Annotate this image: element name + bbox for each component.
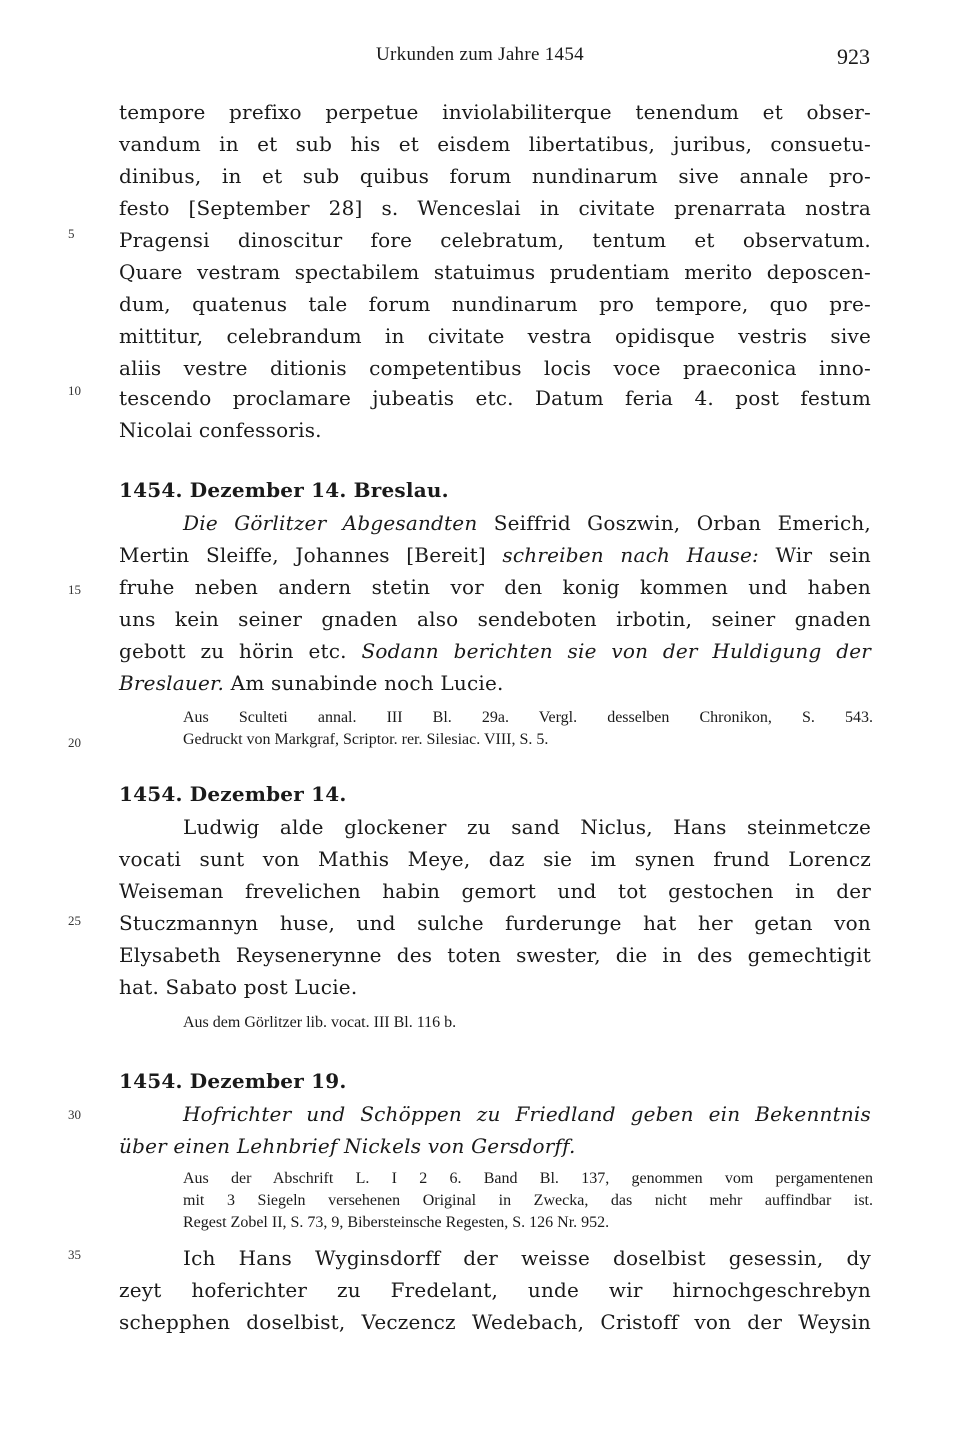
text-line — [119, 543, 871, 567]
entry-heading: 1454. Dezember 14. — [119, 782, 347, 806]
text-line — [183, 511, 871, 535]
line-number-10: 10 — [68, 383, 81, 398]
text-line: vandum in et sub his et eisdem libertatibus, juribus, consuetu- — [119, 132, 871, 156]
text-line: Nicolai confessoris. — [119, 418, 322, 442]
line-number-30: 30 — [68, 1107, 81, 1122]
text-line: dum, quatenus tale forum nundinarum pro tempore, quo pre- — [119, 292, 871, 316]
text-line: Ich Hans Wyginsdorff der weisse doselbist gesessin, dy — [183, 1246, 871, 1270]
line-number-25: 25 — [68, 913, 81, 928]
text-line: festo [September 28] s. Wenceslai in civitate prenarrata nostra — [119, 196, 871, 220]
text-span: gebott zu hörin etc. — [119, 639, 362, 663]
text-span: Wir sein — [758, 543, 871, 567]
source-note: Aus der Abschrift L. I 2 6. Band Bl. 137, genommen vom pergamentenen — [183, 1170, 873, 1187]
text-line: Ludwig alde glockener zu sand Niclus, Hans steinmetcze — [183, 815, 871, 839]
text-line: zeyt hoferichter zu Fredelant, unde wir hirnochgeschrebyn — [119, 1278, 871, 1302]
line-number-5: 5 — [68, 226, 75, 241]
text-line: tempore prefixo perpetue inviolabiliterque tenendum et obser- — [119, 100, 871, 124]
text-span: Am sunabinde noch Lucie. — [224, 671, 504, 695]
source-note: Aus dem Görlitzer lib. vocat. III Bl. 116 b. — [183, 1014, 457, 1031]
source-note: Regest Zobel II, S. 73, 9, Bibersteinsche Regesten, S. 126 Nr. 952. — [183, 1214, 610, 1231]
source-note: Aus Sculteti annal. III Bl. 29a. Vergl. desselben Chronikon, S. 543. — [183, 709, 873, 726]
line-number-20: 20 — [68, 735, 81, 750]
text-line: tescendo proclamare jubeatis etc. Datum feria 4. post festum — [119, 386, 871, 410]
source-note: mit 3 Siegeln versehenen Original in Zwecka, das nicht mehr auffindbar ist. — [183, 1192, 873, 1209]
text-line: Pragensi dinoscitur fore celebratum, tentum et observatum. — [119, 228, 871, 252]
text-line: Elysabeth Reysenerynne des toten swester, die in des gemechtigit — [119, 943, 871, 967]
text-line — [119, 639, 871, 663]
line-number-35: 35 — [68, 1247, 81, 1262]
text-line: hat. Sabato post Lucie. — [119, 975, 358, 999]
text-line: schepphen doselbist, Veczencz Wedebach, Cristoff von der Weysin — [119, 1310, 871, 1334]
entry-heading: 1454. Dezember 14. Breslau. — [119, 478, 449, 502]
text-line: dinibus, in et sub quibus forum nundinarum sive annale pro- — [119, 164, 871, 188]
text-line: mittitur, celebrandum in civitate vestra opidisque vestris sive — [119, 324, 871, 348]
line-number-15: 15 — [68, 582, 81, 597]
text-line: uns kein seiner gnaden also sendeboten irbotin, seiner gnaden — [119, 607, 871, 631]
italic-summary: über einen Lehnbrief Nickels von Gersdorff. — [119, 1134, 576, 1158]
text-span: Seiffrid Goszwin, Orban Emerich, — [477, 511, 871, 535]
text-span: Mertin Sleiffe, Johannes [Bereit] — [119, 543, 503, 567]
italic-summary: Sodann berichten sie von der Huldigung der — [361, 639, 872, 663]
text-line: fruhe neben andern stetin vor den konig kommen und haben — [119, 575, 871, 599]
text-line: Weiseman frevelichen habin gemort und tot gestochen in der — [119, 879, 871, 903]
text-line — [119, 671, 504, 695]
source-note: Gedruckt von Markgraf, Scriptor. rer. Silesiac. VIII, S. 5. — [183, 731, 549, 748]
text-line: aliis vestre ditionis competentibus locis voce praeconica inno- — [119, 356, 871, 380]
italic-summary: Hofrichter und Schöppen zu Friedland geben ein Bekenntnis — [183, 1102, 871, 1126]
italic-summary: schreiben nach Hause: — [502, 543, 759, 567]
italic-summary: Die Görlitzer Abgesandten — [183, 511, 478, 535]
text-line: Stuczmannyn huse, und sulche furderunge hat her getan von — [119, 911, 871, 935]
text-line: vocati sunt von Mathis Meye, daz sie im synen frund Lorencz — [119, 847, 871, 871]
running-title: Urkunden zum Jahre 1454 — [376, 44, 584, 65]
entry-heading: 1454. Dezember 19. — [119, 1069, 347, 1093]
text-line: Quare vestram spectabilem statuimus prudentiam merito deposcen- — [119, 260, 871, 284]
running-head — [0, 44, 960, 78]
italic-summary: Breslauer. — [119, 671, 225, 695]
page-number: 923 — [837, 44, 870, 69]
